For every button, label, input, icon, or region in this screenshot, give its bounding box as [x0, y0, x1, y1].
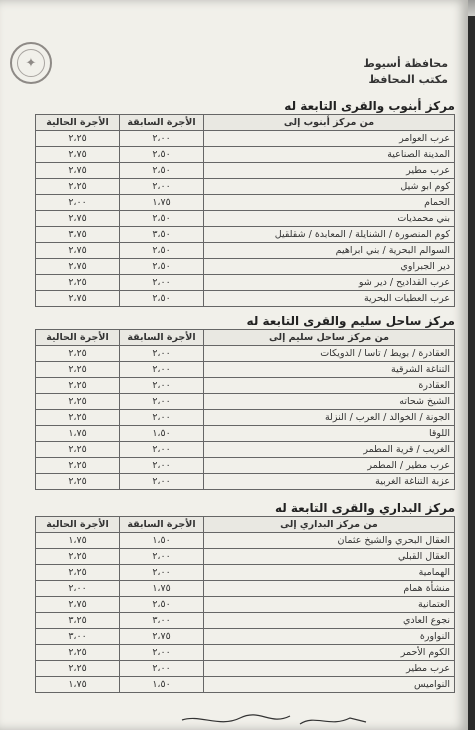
previous-fare-cell: ٢،٧٥ — [120, 629, 204, 645]
table-row — [36, 163, 455, 179]
current-fare-cell: ٢،٧٥ — [36, 147, 120, 163]
destination-cell: عرب مطير — [204, 163, 455, 179]
table-row — [36, 629, 455, 645]
previous-fare-cell: ١،٧٥ — [120, 581, 204, 597]
table-row — [36, 442, 455, 458]
table-row — [36, 565, 455, 581]
column-header-current-fare: الأجرة الحالية — [36, 517, 120, 533]
current-fare-cell: ٢،٧٥ — [36, 211, 120, 227]
previous-fare-cell: ٢،٠٠ — [120, 394, 204, 410]
current-fare-cell: ٢،٧٥ — [36, 163, 120, 179]
current-fare-cell: ٢،٢٥ — [36, 442, 120, 458]
previous-fare-cell: ٢،٥٠ — [120, 163, 204, 179]
table-row — [36, 195, 455, 211]
destination-cell: النواورة — [204, 629, 455, 645]
destination-cell: الحمام — [204, 195, 455, 211]
previous-fare-cell: ٢،٠٠ — [120, 378, 204, 394]
current-fare-cell: ٢،٢٥ — [36, 275, 120, 291]
column-header-current-fare: الأجرة الحالية — [36, 330, 120, 346]
current-fare-cell: ٢،٧٥ — [36, 597, 120, 613]
current-fare-cell: ٢،٢٥ — [36, 378, 120, 394]
header-governorate: محافظة أسيوط — [363, 57, 448, 70]
previous-fare-cell: ٢،٠٠ — [120, 410, 204, 426]
table-row — [36, 645, 455, 661]
table-row — [36, 259, 455, 275]
previous-fare-cell: ٢،٠٠ — [120, 179, 204, 195]
section-badari — [36, 500, 455, 693]
column-header-place: من مركز البداري إلى — [204, 517, 455, 533]
destination-cell: بني محمديات — [204, 211, 455, 227]
table-row — [36, 131, 455, 147]
destination-cell: دير الجبراوي — [204, 259, 455, 275]
destination-cell: عرب القداديح / دير شو — [204, 275, 455, 291]
previous-fare-cell: ٢،٠٠ — [120, 645, 204, 661]
current-fare-cell: ٢،٢٥ — [36, 645, 120, 661]
destination-cell: عرب مطير — [204, 661, 455, 677]
table-header-row — [36, 517, 455, 533]
destination-cell: اللوقا — [204, 426, 455, 442]
table-row — [36, 533, 455, 549]
current-fare-cell: ٢،٧٥ — [36, 291, 120, 307]
destination-cell: العقادرة — [204, 378, 455, 394]
header-office: مكتب المحافظ — [368, 73, 448, 86]
previous-fare-cell: ٢،٥٠ — [120, 243, 204, 259]
previous-fare-cell: ٢،٥٠ — [120, 597, 204, 613]
table-row — [36, 243, 455, 259]
destination-cell: الشيخ شحاته — [204, 394, 455, 410]
column-header-place: من مركز أبنوب إلى — [204, 115, 455, 131]
previous-fare-cell: ٣،٠٠ — [120, 613, 204, 629]
current-fare-cell: ٣،٠٠ — [36, 629, 120, 645]
column-header-previous-fare: الأجرة السابقة — [120, 115, 204, 131]
section-title: مركز أبنوب والقرى التابعة له — [284, 99, 455, 113]
fare-table — [35, 114, 455, 307]
destination-cell: العقادرة / بويط / تاسا / الدويكات — [204, 346, 455, 362]
destination-cell: الغريب / قرية المطمر — [204, 442, 455, 458]
table-row — [36, 362, 455, 378]
current-fare-cell: ٣،٢٥ — [36, 613, 120, 629]
previous-fare-cell: ٢،٠٠ — [120, 362, 204, 378]
destination-cell: العتمانية — [204, 597, 455, 613]
destination-cell: منشأة همام — [204, 581, 455, 597]
current-fare-cell: ٢،٠٠ — [36, 195, 120, 211]
current-fare-cell: ٢،٢٥ — [36, 362, 120, 378]
previous-fare-cell: ١،٧٥ — [120, 195, 204, 211]
table-row — [36, 613, 455, 629]
destination-cell: نجوع العادي — [204, 613, 455, 629]
current-fare-cell: ٢،٢٥ — [36, 458, 120, 474]
destination-cell: كوم ابو شيل — [204, 179, 455, 195]
fare-table — [35, 329, 455, 490]
previous-fare-cell: ٢،٠٠ — [120, 442, 204, 458]
previous-fare-cell: ٢،٠٠ — [120, 458, 204, 474]
table-row — [36, 378, 455, 394]
previous-fare-cell: ٢،٥٠ — [120, 147, 204, 163]
table-row — [36, 147, 455, 163]
current-fare-cell: ٢،٠٠ — [36, 581, 120, 597]
previous-fare-cell: ٣،٥٠ — [120, 227, 204, 243]
current-fare-cell: ٢،٢٥ — [36, 661, 120, 677]
previous-fare-cell: ٢،٠٠ — [120, 346, 204, 362]
previous-fare-cell: ٢،٠٠ — [120, 549, 204, 565]
table-row — [36, 410, 455, 426]
table-row — [36, 291, 455, 307]
table-row — [36, 677, 455, 693]
destination-cell: الجونة / الخوالد / العرب / النزلة — [204, 410, 455, 426]
document-header — [363, 56, 448, 88]
destination-cell: عزبة التناغة الغربية — [204, 474, 455, 490]
destination-cell: النواميس — [204, 677, 455, 693]
table-row — [36, 474, 455, 490]
table-header-row — [36, 330, 455, 346]
section-abnoub — [36, 98, 455, 307]
current-fare-cell: ٢،٧٥ — [36, 259, 120, 275]
destination-cell: عرب العطيات البحرية — [204, 291, 455, 307]
current-fare-cell: ٢،٢٥ — [36, 549, 120, 565]
table-row — [36, 458, 455, 474]
table-row — [36, 394, 455, 410]
current-fare-cell: ٢،٢٥ — [36, 346, 120, 362]
previous-fare-cell: ٢،٠٠ — [120, 474, 204, 490]
destination-cell: التناغة الشرقية — [204, 362, 455, 378]
current-fare-cell: ٢،٢٥ — [36, 131, 120, 147]
table-row — [36, 549, 455, 565]
current-fare-cell: ١،٧٥ — [36, 677, 120, 693]
destination-cell: العقال البحري والشيخ عثمان — [204, 533, 455, 549]
table-row — [36, 597, 455, 613]
section-title: مركز البداري والقرى التابعة له — [274, 501, 455, 515]
current-fare-cell: ٢،٢٥ — [36, 474, 120, 490]
current-fare-cell: ١،٧٥ — [36, 426, 120, 442]
section-title: مركز ساحل سليم والقرى التابعة له — [246, 314, 455, 328]
destination-cell: السوالم البحرية / بني ابراهيم — [204, 243, 455, 259]
handwritten-signature-icon — [180, 712, 370, 730]
previous-fare-cell: ٢،٠٠ — [120, 565, 204, 581]
current-fare-cell: ٢،٢٥ — [36, 179, 120, 195]
column-header-current-fare: الأجرة الحالية — [36, 115, 120, 131]
previous-fare-cell: ٢،٠٠ — [120, 131, 204, 147]
table-row — [36, 346, 455, 362]
current-fare-cell: ٢،٢٥ — [36, 565, 120, 581]
previous-fare-cell: ٢،٥٠ — [120, 291, 204, 307]
table-row — [36, 211, 455, 227]
table-row — [36, 275, 455, 291]
destination-cell: عرب مطير / المطمر — [204, 458, 455, 474]
destination-cell: الهمامية — [204, 565, 455, 581]
fare-table — [35, 516, 455, 693]
table-header-row — [36, 115, 455, 131]
previous-fare-cell: ١،٥٠ — [120, 533, 204, 549]
column-header-previous-fare: الأجرة السابقة — [120, 517, 204, 533]
column-header-place: من مركز ساحل سليم إلى — [204, 330, 455, 346]
destination-cell: كوم المنصورة / الشنايلة / المعابدة / شقلقيل — [204, 227, 455, 243]
previous-fare-cell: ٢،٥٠ — [120, 259, 204, 275]
table-row — [36, 581, 455, 597]
current-fare-cell: ١،٧٥ — [36, 533, 120, 549]
current-fare-cell: ٢،٧٥ — [36, 243, 120, 259]
destination-cell: العقال القبلي — [204, 549, 455, 565]
current-fare-cell: ٢،٢٥ — [36, 394, 120, 410]
current-fare-cell: ٢،٢٥ — [36, 410, 120, 426]
previous-fare-cell: ١،٥٠ — [120, 426, 204, 442]
current-fare-cell: ٣،٧٥ — [36, 227, 120, 243]
destination-cell: عرب العوامر — [204, 131, 455, 147]
previous-fare-cell: ٢،٥٠ — [120, 211, 204, 227]
destination-cell: الكوم الأحمر — [204, 645, 455, 661]
table-row — [36, 227, 455, 243]
previous-fare-cell: ١،٥٠ — [120, 677, 204, 693]
previous-fare-cell: ٢،٠٠ — [120, 275, 204, 291]
destination-cell: المدينة الصناعية — [204, 147, 455, 163]
column-header-previous-fare: الأجرة السابقة — [120, 330, 204, 346]
section-sahel-selim — [36, 313, 455, 490]
table-row — [36, 426, 455, 442]
table-row — [36, 179, 455, 195]
table-row — [36, 661, 455, 677]
governorate-seal-icon: ✦ — [10, 42, 52, 84]
previous-fare-cell: ٢،٠٠ — [120, 661, 204, 677]
